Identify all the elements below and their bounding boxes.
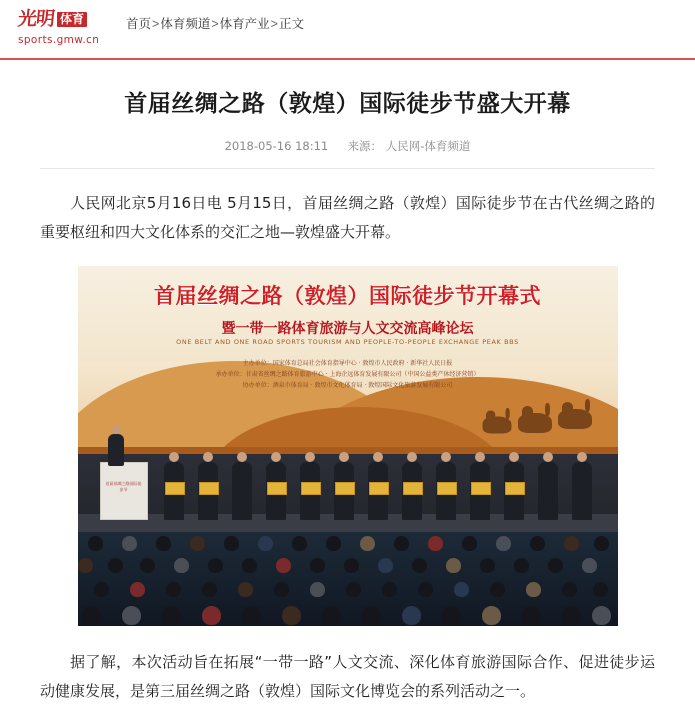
audience-head [242, 606, 261, 625]
official-figure [266, 462, 286, 520]
audience-head [394, 536, 409, 551]
audience-head [258, 536, 273, 551]
audience-head [564, 536, 579, 551]
audience-head [274, 582, 289, 597]
audience-head [208, 558, 223, 573]
breadcrumb [126, 8, 304, 34]
certificate-prop [437, 482, 457, 495]
official-figure [436, 462, 456, 520]
audience-head [130, 582, 145, 597]
audience-head [310, 558, 325, 573]
audience-head [378, 558, 393, 573]
audience-head [224, 536, 239, 551]
photo-canvas [78, 266, 618, 626]
audience-head [202, 582, 217, 597]
official-figure [300, 462, 320, 520]
breadcrumb-item-home[interactable]: 首页 [126, 17, 152, 31]
audience-row [78, 582, 618, 608]
audience-head [292, 536, 307, 551]
certificate-prop [471, 482, 491, 495]
official-figure [538, 462, 558, 520]
breadcrumb-item-sports-channel[interactable]: 体育频道 [160, 17, 211, 31]
audience-head [418, 582, 433, 597]
audience-head [412, 558, 427, 573]
audience-head [94, 582, 109, 597]
official-figure [232, 462, 252, 520]
audience-head [202, 606, 221, 625]
audience-head [122, 606, 141, 625]
audience-head [310, 582, 325, 597]
article-source-label: 来源： [347, 139, 383, 154]
audience-head [322, 606, 341, 625]
backdrop-title: 首届丝绸之路（敦煌）国际徒步节开幕式 [154, 283, 541, 308]
backdrop-credit-line: 主办单位：国家体育总局社会体育指导中心 · 敦煌市人民政府 · 新华社人民日报 [242, 359, 453, 367]
official-figure [402, 462, 422, 520]
meta-divider [40, 168, 655, 169]
podium [100, 462, 148, 520]
audience-head [362, 606, 381, 625]
audience-head [174, 558, 189, 573]
certificate-prop [403, 482, 423, 495]
certificate-prop [505, 482, 525, 495]
article-photo [78, 266, 618, 626]
audience-head [122, 536, 137, 551]
audience-head [446, 558, 461, 573]
audience-head [454, 582, 469, 597]
audience-head [514, 558, 529, 573]
audience-head [562, 582, 577, 597]
backdrop-credits [78, 358, 618, 392]
certificate-prop [165, 482, 185, 495]
audience-head [238, 582, 253, 597]
site-header [0, 0, 695, 60]
backdrop-credit-line: 协办单位：酒泉市体育局 · 敦煌市文化体育局 · 敦煌国际文化旅游发展有限公司 [242, 382, 453, 390]
audience-head [482, 606, 501, 625]
official-figure [504, 462, 524, 520]
certificate-prop [369, 482, 389, 495]
article [0, 88, 695, 706]
official-figure [198, 462, 218, 520]
audience-head [190, 536, 205, 551]
podium-label: 首届丝绸之路国际徒步节 [105, 480, 142, 492]
audience-head [480, 558, 495, 573]
logo-url: sports.gmw.cn [18, 34, 100, 46]
audience-head [592, 606, 611, 625]
audience-head [382, 582, 397, 597]
official-figure [572, 462, 592, 520]
audience-head [78, 558, 93, 573]
audience-head [276, 558, 291, 573]
audience-head [88, 536, 103, 551]
official-figure [368, 462, 388, 520]
backdrop-subtitle-english: ONE BELT AND ONE ROAD SPORTS TOURISM AND PEOPLE-TO-PEOPLE EXCHANGE PEAK BBS [176, 337, 519, 346]
logo-brand-text: 光明 [16, 8, 56, 30]
certificate-prop [199, 482, 219, 495]
audience-head [344, 558, 359, 573]
audience-head [326, 536, 341, 551]
audience-head [360, 536, 375, 551]
breadcrumb-separator: > [211, 17, 219, 31]
audience-head [242, 558, 257, 573]
audience-head [530, 536, 545, 551]
audience-head [526, 582, 541, 597]
certificate-prop [335, 482, 355, 495]
backdrop-subtitle: 暨一带一路体育旅游与人文交流高峰论坛 [221, 320, 474, 337]
audience-head [562, 606, 581, 625]
audience-head [156, 536, 171, 551]
official-figure [470, 462, 490, 520]
article-timestamp: 2018-05-16 18:11 [224, 139, 329, 154]
certificate-prop [301, 482, 321, 495]
audience-head [490, 582, 505, 597]
audience-head [593, 582, 608, 597]
camel-icon [518, 413, 552, 433]
logo-wordmark [18, 10, 114, 29]
camel-icon [482, 416, 511, 433]
article-paragraph-2: 据了解，本次活动旨在拓展“一带一路”人文交流、深化体育旅游国际合作、促进徒步运动健康发展，是第三届丝绸之路（敦煌）国际文化博览会的系列活动之一。 [40, 652, 655, 700]
logo-section-badge: 体育 [57, 12, 87, 27]
audience-head [346, 582, 361, 597]
audience-row [78, 558, 618, 584]
audience-head [496, 536, 511, 551]
audience-head [582, 558, 597, 573]
audience-head [442, 606, 461, 625]
audience-head [522, 606, 541, 625]
audience-head [594, 536, 609, 551]
certificate-prop [267, 482, 287, 495]
breadcrumb-separator: > [270, 17, 278, 31]
audience-head [462, 536, 477, 551]
audience-row [78, 606, 618, 626]
official-figure [164, 462, 184, 520]
audience-head [282, 606, 301, 625]
speaker-figure [108, 434, 124, 466]
article-paragraph-1: 人民网北京5月16日电 5月15日，首届丝绸之路（敦煌）国际徒步节在古代丝绸之路的重要枢纽和四大文化体系的交汇之地—敦煌盛大开幕。 [40, 194, 655, 242]
audience-area [78, 532, 618, 626]
site-logo[interactable] [18, 8, 114, 46]
breadcrumb-item-current: 正文 [278, 17, 304, 31]
audience-head [108, 558, 123, 573]
camel-icon [558, 409, 592, 429]
page-title: 首届丝绸之路（敦煌）国际徒步节盛大开幕 [124, 91, 571, 117]
article-source: 人民网-体育频道 [385, 139, 471, 154]
backdrop-credit-line: 承办单位：甘肃省丝绸之路体育旅游中心 · 上海企远体育发展有限公司（中国公益类产休经济营销） [215, 371, 480, 379]
audience-head [402, 606, 421, 625]
audience-head [166, 582, 181, 597]
officials-row [164, 448, 604, 520]
official-figure [334, 462, 354, 520]
breadcrumb-item-sports-industry[interactable]: 体育产业 [219, 17, 270, 31]
audience-head [140, 558, 155, 573]
article-meta [40, 138, 655, 154]
audience-head [548, 558, 563, 573]
audience-head [162, 606, 181, 625]
breadcrumb-separator: > [152, 17, 160, 31]
audience-head [428, 536, 443, 551]
audience-head [82, 606, 101, 625]
